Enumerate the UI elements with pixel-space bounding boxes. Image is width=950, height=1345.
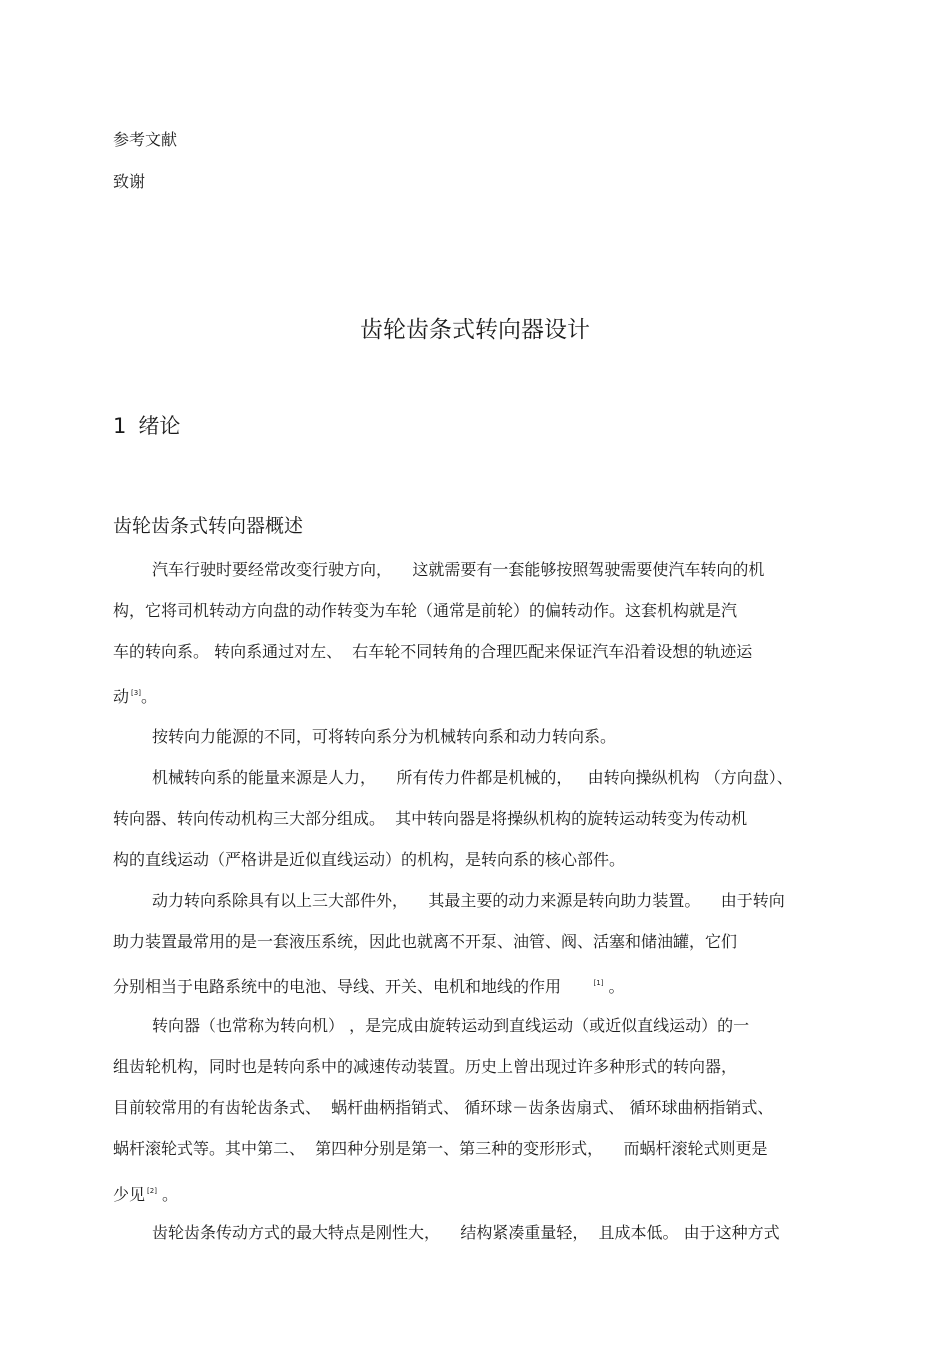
text-line: 汽车行驶时要经常改变行驶方向， 这就需要有一套能够按照驾驶需要使汽车转向的机	[152, 560, 765, 579]
chapter-number: 1	[113, 414, 127, 438]
citation-ref[interactable]: [2]	[147, 1187, 157, 1195]
text-line: 构的直线运动（严格讲是近似直线运动）的机构，是转向系的核心部件。	[113, 850, 626, 869]
text-line: 动 [3]。	[113, 687, 157, 706]
text-line: 转向器、转向传动机构三大部分组成。 其中转向器是将操纵机构的旋转运动转变为传动机	[113, 809, 748, 828]
text-line: 车的转向系。 转向系通过对左、 右车轮不同转角的合理匹配来保证汽车沿着设想的轨迹运	[113, 642, 753, 661]
text-line: 分别相当于电路系统中的电池、导线、开关、电机和地线的作用 [1] 。	[113, 977, 625, 996]
citation-ref[interactable]: [3]	[131, 689, 141, 697]
text-line: 组齿轮机构，同时也是转向系中的减速传动装置。历史上曾出现过许多种形式的转向器，	[113, 1057, 738, 1076]
text-line: 齿轮齿条传动方式的最大特点是刚性大， 结构紧凑重量轻， 且成本低。 由于这种方式	[152, 1223, 780, 1242]
chapter-title: 绪论	[138, 414, 181, 438]
chapter-heading	[113, 410, 180, 440]
text-line: 转向器（也常称为转向机） ，是完成由旋转运动到直线运动（或近似直线运动）的一	[152, 1016, 750, 1035]
text-line: 机械转向系的能量来源是人力， 所有传力件都是机械的， 由转向操纵机构 （方向盘）、	[152, 768, 793, 787]
text-line: 少见 [2] 。	[113, 1185, 179, 1204]
text-line: 目前较常用的有齿轮齿条式、 蜗杆曲柄指销式、 循环球－齿条齿扇式、 循环球曲柄指销式、	[113, 1098, 774, 1117]
text-line: 助力装置最常用的是一套液压系统，因此也就离不开泵、油管、阀、活塞和储油罐，它们	[113, 932, 738, 951]
toc-acknowledgements[interactable]: 致谢	[113, 172, 146, 191]
section-heading: 齿轮齿条式转向器概述	[113, 515, 304, 537]
document-title: 齿轮齿条式转向器设计	[360, 317, 590, 343]
text-line: 动力转向系除具有以上三大部件外， 其最主要的动力来源是转向助力装置。 由于转向	[152, 891, 785, 910]
text-line: 蜗杆滚轮式等。其中第二、 第四种分别是第一、第三种的变形形式， 而蜗杆滚轮式则更是	[113, 1139, 768, 1158]
toc-references[interactable]: 参考文献	[113, 130, 178, 149]
text-line: 构，它将司机转动方向盘的动作转变为车轮（通常是前轮）的偏转动作。这套机构就是汽	[113, 601, 738, 620]
text-line: 按转向力能源的不同，可将转向系分为机械转向系和动力转向系。	[152, 727, 617, 746]
citation-ref[interactable]: [1]	[593, 979, 604, 987]
